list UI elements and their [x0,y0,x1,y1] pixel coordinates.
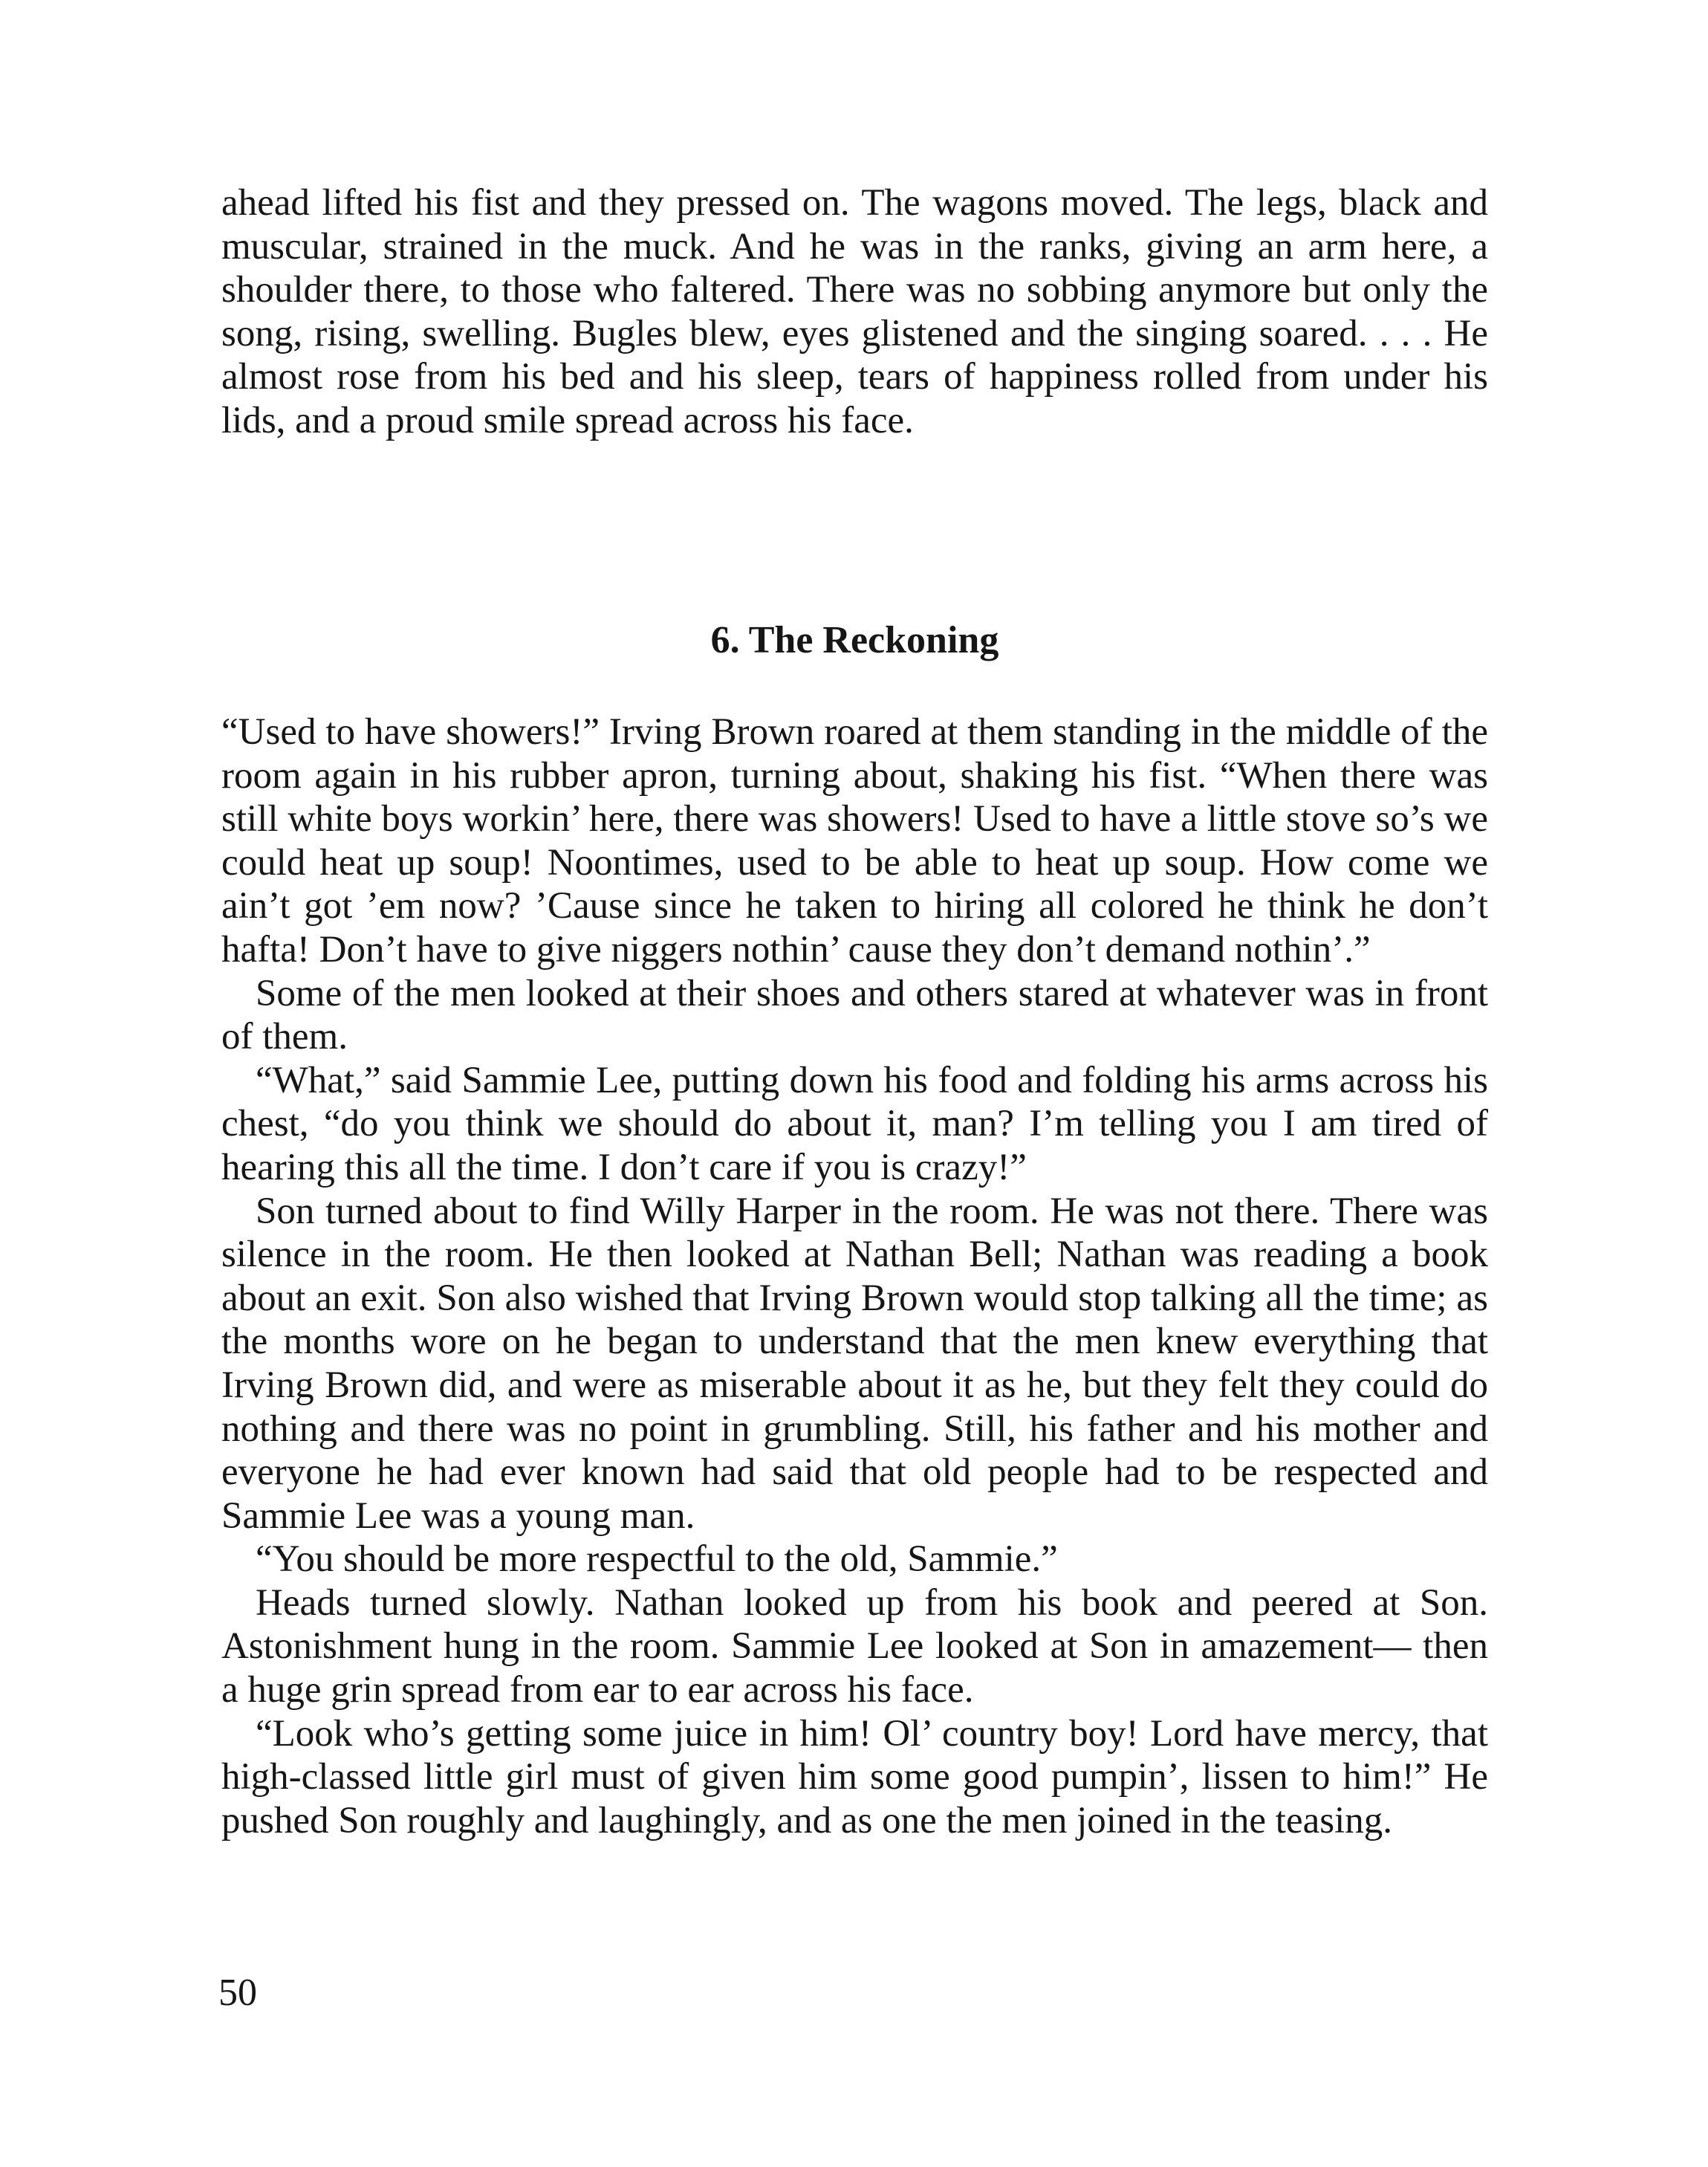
paragraph: “What,” said Sammie Lee, putting down his food and folding his arms across his chest, “do you think we should do about it, man? I’m telling you I am tired of hearing this all the time. I don’t care if you is crazy!” [221,1059,1488,1188]
paragraph: “You should be more respectful to the old, Sammie.” [256,1538,1058,1581]
continuation-text [221,181,1488,443]
paragraph: Heads turned slowly. Nathan looked up from his book and peered at Son. Astonishment hung in the room. Sammie Lee looked at Son in amazement— then a huge grin spread from ear to ear across his face. [221,1581,1488,1711]
chapter-heading: 6. The Reckoning [710,619,999,661]
chapter-body [221,710,1488,1842]
continuation-paragraph: ahead lifted his fist and they pressed on. The wagons moved. The legs, black and muscular, strained in the muck. And he was in the ranks, giving an arm here, a shoulder there, to those who faltered. There was no sobbing anymore but only the song, rising, swelling. Bugles blew, eyes glistened and the singing soared. . . . He almost rose from his bed and his sleep, tears of happiness rolled from under his lids, and a proud smile spread across his face. [221,182,1488,441]
paragraph: “Used to have showers!” Irving Brown roared at them standing in the middle of the room again in his rubber apron, turning about, shaking his fist. “When there was still white boys workin’ here, there was showers! Used to have a little stove so’s we could heat up soup! Noontimes, used to be able to heat up soup. How come we ain’t got ’em now? ’Cause since he taken to hiring all colored he think he don’t hafta! Don’t have to give niggers nothin’ cause they don’t demand nothin’.” [221,711,1488,971]
page-number: 50 [218,1972,257,2014]
paragraph: Some of the men looked at their shoes and others stared at whatever was in front of them. [221,972,1488,1058]
paragraph: Son turned about to find Willy Harper in the room. He was not there. There was silence in the room. He then looked at Nathan Bell; Nathan was reading a book about an exit. Son also wished that Irving Brown would stop talking all the time; as the months wore on he began to understand that the men knew everything that Irving Brown did, and were as miserable about it as he, but they felt they could do nothing and there was no point in grumbling. Still, his father and his mother and everyone he had ever known had said that old people had to be respected and Sammie Lee was a young man. [221,1190,1488,1537]
paragraph: “Look who’s getting some juice in him! Ol’ country boy! Lord have mercy, that high-classed little girl must of given him some good pumpin’, lissen to him!” He pushed Son roughly and laughingly, and as one the men joined in the teasing. [221,1712,1488,1842]
